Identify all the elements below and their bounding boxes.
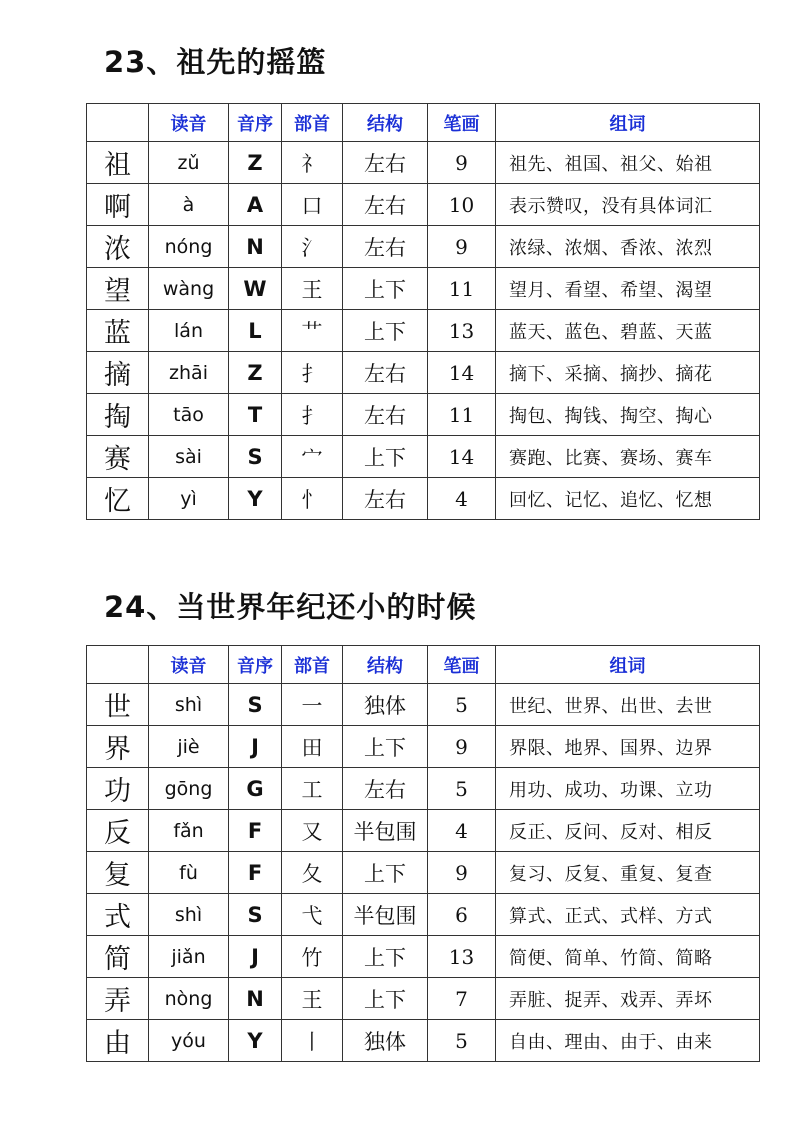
table-row — [87, 310, 760, 352]
initial-letter-cell: S — [229, 436, 282, 478]
structure-cell: 上下 — [343, 936, 428, 978]
radical-cell: 夂 — [282, 852, 343, 894]
word-group-cell: 简便、简单、竹简、简略 — [496, 936, 760, 978]
radical-cell: 王 — [282, 268, 343, 310]
pinyin-cell: yì — [149, 478, 229, 520]
word-group-cell: 掏包、掏钱、掏空、掏心 — [496, 394, 760, 436]
word-group-cell: 弄脏、捉弄、戏弄、弄坏 — [496, 978, 760, 1020]
table-row — [87, 810, 760, 852]
initial-letter-cell: Z — [229, 352, 282, 394]
character-cell: 世 — [87, 684, 149, 726]
stroke-count-cell: 6 — [428, 894, 496, 936]
radical-cell: 田 — [282, 726, 343, 768]
header-words: 组词 — [496, 104, 760, 142]
character-cell: 忆 — [87, 478, 149, 520]
initial-letter-cell: G — [229, 768, 282, 810]
radical-cell: 一 — [282, 684, 343, 726]
pinyin-cell: fǎn — [149, 810, 229, 852]
pinyin-cell: yóu — [149, 1020, 229, 1062]
header-words: 组词 — [496, 646, 760, 684]
initial-letter-cell: S — [229, 684, 282, 726]
vocab-table — [86, 103, 760, 520]
structure-cell: 上下 — [343, 310, 428, 352]
stroke-count-cell: 5 — [428, 1020, 496, 1062]
initial-letter-cell: N — [229, 978, 282, 1020]
structure-cell: 左右 — [343, 352, 428, 394]
initial-letter-cell: S — [229, 894, 282, 936]
pinyin-cell: fù — [149, 852, 229, 894]
stroke-count-cell: 11 — [428, 394, 496, 436]
word-group-cell: 算式、正式、式样、方式 — [496, 894, 760, 936]
initial-letter-cell: A — [229, 184, 282, 226]
structure-cell: 独体 — [343, 1020, 428, 1062]
radical-cell: 口 — [282, 184, 343, 226]
radical-cell: 丨 — [282, 1020, 343, 1062]
structure-cell: 左右 — [343, 142, 428, 184]
section-title: 23、祖先的摇篮 — [104, 45, 327, 79]
word-group-cell: 反正、反问、反对、相反 — [496, 810, 760, 852]
character-cell: 反 — [87, 810, 149, 852]
radical-cell: 氵 — [282, 226, 343, 268]
pinyin-cell: zǔ — [149, 142, 229, 184]
header-strokes: 笔画 — [428, 646, 496, 684]
table-row — [87, 894, 760, 936]
pinyin-cell: à — [149, 184, 229, 226]
initial-letter-cell: Y — [229, 478, 282, 520]
pinyin-cell: nóng — [149, 226, 229, 268]
word-group-cell: 世纪、世界、出世、去世 — [496, 684, 760, 726]
table-row — [87, 768, 760, 810]
initial-letter-cell: J — [229, 936, 282, 978]
radical-cell: 艹 — [282, 310, 343, 352]
word-group-cell: 赛跑、比赛、赛场、赛车 — [496, 436, 760, 478]
header-initial: 音序 — [229, 104, 282, 142]
section-title: 24、当世界年纪还小的时候 — [104, 590, 477, 624]
character-cell: 赛 — [87, 436, 149, 478]
table-row — [87, 726, 760, 768]
character-cell: 界 — [87, 726, 149, 768]
initial-letter-cell: N — [229, 226, 282, 268]
table-row — [87, 1020, 760, 1062]
initial-letter-cell: Z — [229, 142, 282, 184]
stroke-count-cell: 14 — [428, 436, 496, 478]
character-cell: 功 — [87, 768, 149, 810]
initial-letter-cell: L — [229, 310, 282, 352]
character-cell: 摘 — [87, 352, 149, 394]
structure-cell: 左右 — [343, 394, 428, 436]
header-structure: 结构 — [343, 104, 428, 142]
initial-letter-cell: F — [229, 852, 282, 894]
stroke-count-cell: 11 — [428, 268, 496, 310]
pinyin-cell: nòng — [149, 978, 229, 1020]
header-structure: 结构 — [343, 646, 428, 684]
stroke-count-cell: 9 — [428, 726, 496, 768]
pinyin-cell: jiè — [149, 726, 229, 768]
stroke-count-cell: 7 — [428, 978, 496, 1020]
table-row — [87, 268, 760, 310]
character-cell: 简 — [87, 936, 149, 978]
stroke-count-cell: 4 — [428, 478, 496, 520]
structure-cell: 上下 — [343, 268, 428, 310]
structure-cell: 半包围 — [343, 810, 428, 852]
pinyin-cell: lán — [149, 310, 229, 352]
pinyin-cell: sài — [149, 436, 229, 478]
structure-cell: 独体 — [343, 684, 428, 726]
structure-cell: 上下 — [343, 852, 428, 894]
table-row — [87, 226, 760, 268]
stroke-count-cell: 9 — [428, 226, 496, 268]
radical-cell: 工 — [282, 768, 343, 810]
word-group-cell: 摘下、采摘、摘抄、摘花 — [496, 352, 760, 394]
pinyin-cell: zhāi — [149, 352, 229, 394]
stroke-count-cell: 5 — [428, 768, 496, 810]
character-cell: 啊 — [87, 184, 149, 226]
table-header-row — [87, 646, 760, 684]
radical-cell: 礻 — [282, 142, 343, 184]
word-group-cell: 复习、反复、重复、复查 — [496, 852, 760, 894]
stroke-count-cell: 5 — [428, 684, 496, 726]
structure-cell: 左右 — [343, 184, 428, 226]
table-row — [87, 142, 760, 184]
character-cell: 浓 — [87, 226, 149, 268]
pinyin-cell: wàng — [149, 268, 229, 310]
header-pronunciation: 读音 — [149, 104, 229, 142]
stroke-count-cell: 13 — [428, 936, 496, 978]
radical-cell: 扌 — [282, 352, 343, 394]
table-row — [87, 184, 760, 226]
stroke-count-cell: 14 — [428, 352, 496, 394]
radical-cell: 宀 — [282, 436, 343, 478]
header-pronunciation: 读音 — [149, 646, 229, 684]
word-group-cell: 界限、地界、国界、边界 — [496, 726, 760, 768]
structure-cell: 左右 — [343, 226, 428, 268]
structure-cell: 上下 — [343, 436, 428, 478]
word-group-cell: 望月、看望、希望、渴望 — [496, 268, 760, 310]
word-group-cell: 自由、理由、由于、由来 — [496, 1020, 760, 1062]
initial-letter-cell: Y — [229, 1020, 282, 1062]
initial-letter-cell: J — [229, 726, 282, 768]
stroke-count-cell: 4 — [428, 810, 496, 852]
header-blank — [87, 646, 149, 684]
character-cell: 蓝 — [87, 310, 149, 352]
radical-cell: 又 — [282, 810, 343, 852]
stroke-count-cell: 9 — [428, 142, 496, 184]
table-row — [87, 352, 760, 394]
table-row — [87, 478, 760, 520]
structure-cell: 半包围 — [343, 894, 428, 936]
initial-letter-cell: F — [229, 810, 282, 852]
word-group-cell: 祖先、祖国、祖父、始祖 — [496, 142, 760, 184]
table-header-row — [87, 104, 760, 142]
character-cell: 掏 — [87, 394, 149, 436]
radical-cell: 弋 — [282, 894, 343, 936]
pinyin-cell: shì — [149, 894, 229, 936]
character-cell: 式 — [87, 894, 149, 936]
word-group-cell: 浓绿、浓烟、香浓、浓烈 — [496, 226, 760, 268]
structure-cell: 上下 — [343, 726, 428, 768]
stroke-count-cell: 13 — [428, 310, 496, 352]
table-row — [87, 852, 760, 894]
character-cell: 由 — [87, 1020, 149, 1062]
character-cell: 复 — [87, 852, 149, 894]
table-row — [87, 978, 760, 1020]
pinyin-cell: tāo — [149, 394, 229, 436]
word-group-cell: 蓝天、蓝色、碧蓝、天蓝 — [496, 310, 760, 352]
character-cell: 望 — [87, 268, 149, 310]
word-group-cell: 表示赞叹，没有具体词汇 — [496, 184, 760, 226]
structure-cell: 左右 — [343, 768, 428, 810]
header-blank — [87, 104, 149, 142]
pinyin-cell: gōng — [149, 768, 229, 810]
word-group-cell: 用功、成功、功课、立功 — [496, 768, 760, 810]
pinyin-cell: jiǎn — [149, 936, 229, 978]
table-row — [87, 936, 760, 978]
table-row — [87, 684, 760, 726]
initial-letter-cell: T — [229, 394, 282, 436]
vocab-table — [86, 645, 760, 1062]
word-group-cell: 回忆、记忆、追忆、忆想 — [496, 478, 760, 520]
structure-cell: 左右 — [343, 478, 428, 520]
character-cell: 祖 — [87, 142, 149, 184]
radical-cell: 王 — [282, 978, 343, 1020]
pinyin-cell: shì — [149, 684, 229, 726]
radical-cell: 忄 — [282, 478, 343, 520]
initial-letter-cell: W — [229, 268, 282, 310]
stroke-count-cell: 9 — [428, 852, 496, 894]
table-row — [87, 436, 760, 478]
header-radical: 部首 — [282, 104, 343, 142]
character-cell: 弄 — [87, 978, 149, 1020]
structure-cell: 上下 — [343, 978, 428, 1020]
header-radical: 部首 — [282, 646, 343, 684]
table-row — [87, 394, 760, 436]
header-initial: 音序 — [229, 646, 282, 684]
radical-cell: 扌 — [282, 394, 343, 436]
radical-cell: 竹 — [282, 936, 343, 978]
header-strokes: 笔画 — [428, 104, 496, 142]
stroke-count-cell: 10 — [428, 184, 496, 226]
